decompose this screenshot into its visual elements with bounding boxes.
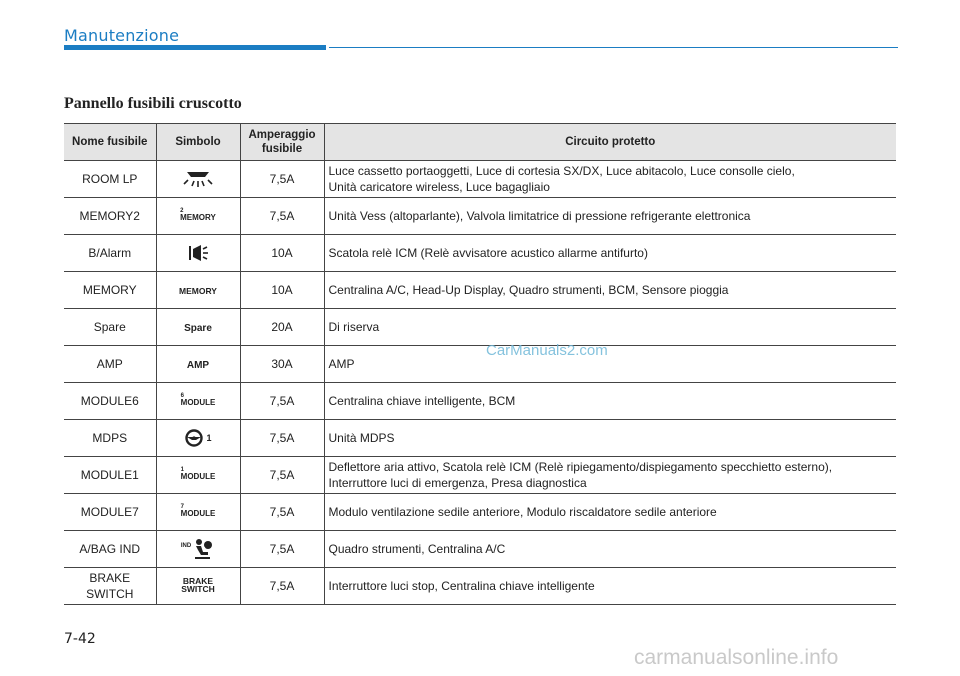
header-rule-thin [329, 47, 898, 48]
fuse-name: MDPS [64, 420, 156, 457]
col-header-circuit: Circuito protetto [324, 124, 896, 161]
fuse-amperage: 7,5A [240, 383, 324, 420]
fuse-name: A/BAG IND [64, 531, 156, 568]
fuse-symbol [156, 531, 240, 568]
fuse-circuit [324, 383, 896, 420]
circuit-line: Quadro strumenti, Centralina A/C [328, 542, 506, 556]
table-row [64, 346, 896, 383]
table-row [64, 568, 896, 605]
module7-symbol [181, 504, 216, 518]
symbol-text: BRAKE [182, 575, 214, 586]
col-header-symbol: Simbolo [156, 124, 240, 161]
fuse-symbol [156, 235, 240, 272]
fuse-name: MODULE7 [64, 494, 156, 531]
page-heading: Pannello fusibili cruscotto [64, 95, 242, 112]
table-row [64, 272, 896, 309]
circuit-line: Unità MDPS [328, 431, 395, 445]
table-row [64, 457, 896, 494]
fuse-amperage: 7,5A [240, 568, 324, 605]
fuse-amperage: 20A [240, 309, 324, 346]
fuse-circuit [324, 198, 896, 235]
fuse-circuit [324, 161, 896, 198]
fuse-circuit [324, 494, 896, 531]
fuse-amperage: 7,5A [240, 531, 324, 568]
symbol-text: IND [180, 543, 192, 549]
symbol-text: MODULE [180, 509, 216, 518]
watermark-footer: carmanualsonline.info [634, 646, 839, 669]
fuse-circuit [324, 420, 896, 457]
symbol-text: 1 [206, 433, 212, 443]
fuse-symbol [156, 420, 240, 457]
fuse-amperage: 7,5A [240, 457, 324, 494]
module1-symbol [181, 467, 216, 481]
room-lamp-icon [181, 169, 215, 189]
table-header-row [64, 124, 896, 161]
fuse-amperage: 30A [240, 346, 324, 383]
circuit-line: Scatola relè ICM (Relè avvisatore acustico allarme antifurto) [328, 246, 648, 260]
module6-symbol [181, 393, 216, 407]
circuit-line: Luce cassetto portaoggetti, Luce di cortesia SX/DX, Luce abitacolo, Luce consolle cielo, [328, 164, 795, 178]
fuse-name: MEMORY [64, 272, 156, 309]
fuse-amperage: 10A [240, 272, 324, 309]
brake-switch-symbol [181, 577, 215, 593]
fuse-amperage: 7,5A [240, 420, 324, 457]
circuit-line: Centralina A/C, Head-Up Display, Quadro strumenti, BCM, Sensore pioggia [328, 283, 729, 297]
symbol-superscript: 2 [180, 208, 184, 214]
fuse-name: MODULE6 [64, 383, 156, 420]
fuse-symbol [156, 568, 240, 605]
fuse-name: MODULE1 [64, 457, 156, 494]
fuse-amperage: 7,5A [240, 494, 324, 531]
fuse-circuit [324, 272, 896, 309]
symbol-text: MODULE [180, 398, 216, 407]
fuse-circuit [324, 235, 896, 272]
circuit-line: Interruttore luci stop, Centralina chiave intelligente [328, 579, 595, 593]
fuse-symbol [156, 309, 240, 346]
circuit-line: Deflettore aria attivo, Scatola relè ICM (Relè ripiegamento/dispiegamento specchietto esterno), [328, 460, 833, 474]
section-title: Manutenzione [64, 26, 180, 45]
fuse-amperage: 7,5A [240, 198, 324, 235]
fuse-name-line: BRAKE [89, 571, 131, 585]
circuit-line: Di riserva [328, 320, 380, 334]
fuse-circuit [324, 531, 896, 568]
symbol-text: MEMORY [180, 213, 216, 222]
fuse-name [64, 568, 156, 605]
fuse-name: ROOM LP [64, 161, 156, 198]
circuit-line: Centralina chiave intelligente, BCM [328, 394, 516, 408]
table-row [64, 161, 896, 198]
fuse-table [64, 123, 896, 605]
fuse-circuit [324, 457, 896, 494]
symbol-superscript: 6 [180, 393, 184, 399]
symbol-superscript: 7 [180, 504, 184, 510]
watermark-center: CarManuals2.com [486, 342, 608, 359]
table-row [64, 494, 896, 531]
fuse-circuit [324, 568, 896, 605]
header-rule-thick [64, 45, 326, 50]
table-row [64, 420, 896, 457]
table-row [64, 235, 896, 272]
horn-alarm-icon [187, 243, 209, 263]
fuse-symbol [156, 383, 240, 420]
table-row [64, 309, 896, 346]
fuse-circuit [324, 309, 896, 346]
fuse-circuit [324, 346, 896, 383]
fuse-symbol [156, 272, 240, 309]
fuse-symbol [156, 161, 240, 198]
fuse-amperage: 10A [240, 235, 324, 272]
fuse-name: MEMORY2 [64, 198, 156, 235]
table-row [64, 198, 896, 235]
fuse-name: AMP [64, 346, 156, 383]
col-header-amperage: Amperaggio fusibile [240, 124, 324, 161]
table-row [64, 383, 896, 420]
fuse-amperage: 7,5A [240, 161, 324, 198]
circuit-line: Unità Vess (altoparlante), Valvola limitatrice di pressione refrigerante elettronica [328, 209, 751, 223]
fuse-name: B/Alarm [64, 235, 156, 272]
circuit-line: Modulo ventilazione sedile anteriore, Modulo riscaldatore sedile anteriore [328, 505, 717, 519]
symbol-text: Spare [184, 323, 212, 334]
table-row [64, 531, 896, 568]
circuit-line: Interruttore luci di emergenza, Presa diagnostica [328, 476, 587, 490]
symbol-text: SWITCH [181, 583, 215, 594]
page-number: 7-42 [64, 631, 96, 647]
symbol-text: MEMORY [179, 286, 217, 296]
col-header-name: Nome fusibile [64, 124, 156, 161]
symbol-text: AMP [186, 360, 210, 371]
steering-icon [184, 428, 204, 448]
symbol-text: MODULE [180, 472, 216, 481]
fuse-name-line: SWITCH [86, 587, 134, 601]
circuit-line: Unità caricatore wireless, Luce bagagliaio [328, 180, 550, 194]
fuse-symbol [156, 494, 240, 531]
fuse-symbol [156, 198, 240, 235]
fuse-symbol [156, 346, 240, 383]
fuse-symbol [156, 457, 240, 494]
fuse-name: Spare [64, 309, 156, 346]
airbag-icon [191, 538, 215, 560]
memory2-symbol [180, 208, 216, 222]
circuit-line: AMP [328, 357, 355, 371]
symbol-superscript: 1 [180, 467, 184, 473]
